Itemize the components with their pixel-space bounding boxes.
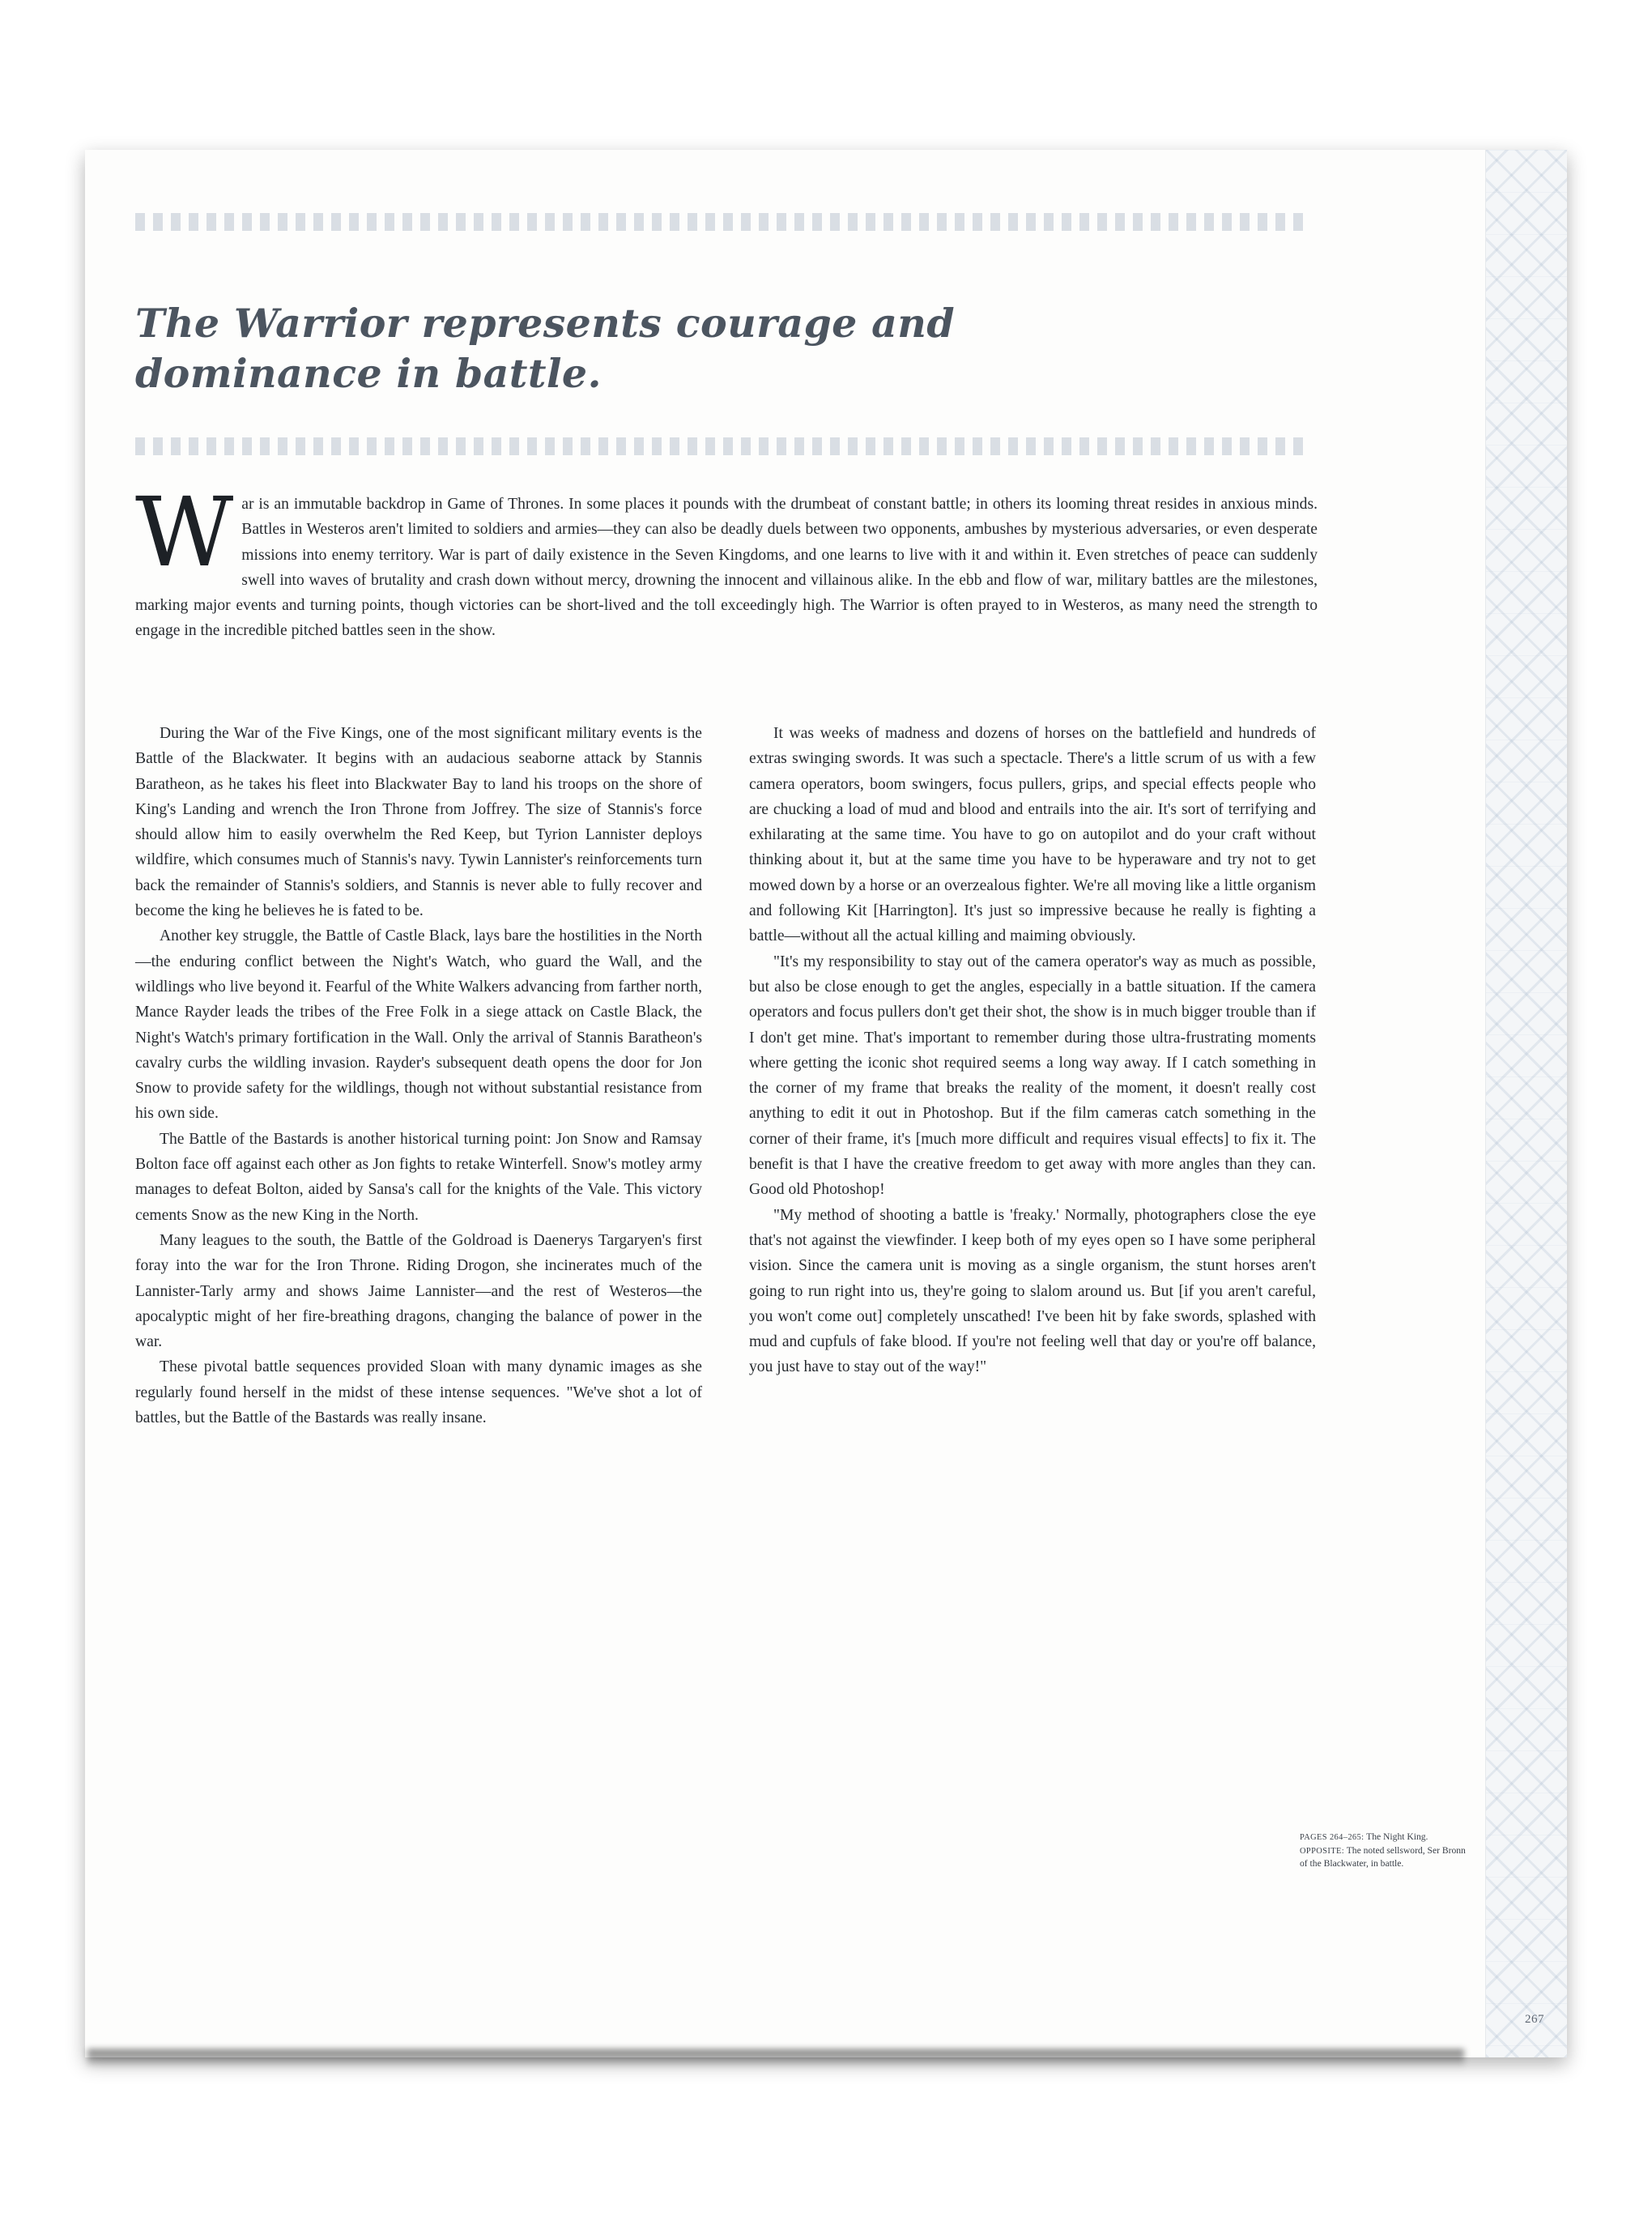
caption-pages-label: PAGES 264–265: [1300, 1833, 1365, 1842]
headline-rule-top [135, 213, 1309, 231]
intro-text: ar is an immutable backdrop in Game of Thrones. In some places it pounds with the drumbeat of constant battle; in others its looming threat resides in anxious minds. Battles in Westeros aren't limited to soldiers and armies—they can also be deadly duels between two opponents, ambushes by mysterious adversaries, or even desperate missions into enemy territory. War is part of daily existence in the Seven Kingdoms, and one learns to live with it and within it. Even stretches of peace can suddenly swell into waves of brutality and crash down without mercy, drowning the innocent and villainous alike. In the ebb and flow of war, military battles are the milestones, marking major events and turning points, though victories can be short-lived and the toll exceedingly high. The Warrior is often prayed to in Westeros, as many need the strength to engage in the incredible pitched battles seen in the show. [135, 496, 1318, 640]
page-number: 267 [1525, 2013, 1544, 2026]
paragraph: The Battle of the Bastards is another historical turning point: Jon Snow and Ramsay Bolton face off against each other as Jon fights to retake Winterfell. Snow's motley army manages to defeat Bolton, aided by Sansa's call for the knights of the Vale. This victory cements Snow as the new King in the North. [135, 1130, 702, 1224]
page-edge-shadow [87, 2049, 1464, 2067]
caption-opposite-text: The noted sellsword, Ser Bronn of the Blackwater, in battle. [1300, 1844, 1466, 1869]
column-left [135, 721, 702, 1430]
headline-rule-bottom [135, 437, 1309, 455]
intro-paragraph [135, 476, 1318, 644]
photo-caption [1300, 1831, 1474, 1870]
book-page [85, 150, 1567, 2057]
decorative-margin-pattern [1485, 150, 1567, 2057]
caption-opposite-label: OPPOSITE: [1300, 1846, 1344, 1856]
paragraph: "It's my responsibility to stay out of the camera operator's way as much as possible, but also be close enough to get the angles, especially in a battle situation. If the camera operators and focus pullers don't get their shot, the show is in much bigger trouble than if I don't get mine. That's important to remember during those ultra-frustrating moments where getting the iconic shot required seems a long way away. If I catch something in the corner of my frame that breaks the reality of the moment, it doesn't really cost anything to edit it out in Photoshop. But if the film cameras catch something in the corner of their frame, it's [much more difficult and requires visual effects] to fix it. The benefit is that I have the creative freedom to get away with more angles than they can. Good old Photoshop! [749, 953, 1316, 1199]
paragraph: These pivotal battle sequences provided Sloan with many dynamic images as she regularly found herself in the midst of these intense sequences. "We've shot a lot of battles, but the Battle of the Bastards was really insane. [135, 1358, 702, 1427]
column-right [749, 721, 1316, 1380]
paragraph: During the War of the Five Kings, one of the most significant military events is the Battle of the Blackwater. It begins with an audacious seaborne attack by Stannis Baratheon, as he takes his fleet into Blackwater Bay to land his troops on the shore of King's Landing and wrench the Iron Throne from Joffrey. The size of Stannis's force should allow him to easily overwhelm the Red Keep, but Tyrion Lannister deploys wildfire, which consumes much of Stannis's navy. Tywin Lannister's reinforcements turn back the remainder of Stannis's soldiers, and Stannis is never able to fully recover and become the king he believes he is fated to be. [135, 725, 702, 920]
drop-cap: W [135, 476, 234, 588]
paragraph: Another key struggle, the Battle of Castle Black, lays bare the hostilities in the North—the enduring conflict between the Night's Watch, who guard the Wall, and the wildlings who live beyond it. Fearful of the White Walkers advancing from farther north, Mance Rayder leads the tribes of the Free Folk in a siege attack on Castle Black, the Night's Watch's primary fortification in the Wall. Only the arrival of Stannis Baratheon's cavalry curbs the wildling invasion. Rayder's subsequent death opens the door for Jon Snow to provide safety for the wildlings, though not without substantial resistance from his own side. [135, 927, 702, 1123]
caption-pages-text: The Night King. [1366, 1831, 1428, 1842]
paragraph: "My method of shooting a battle is 'freaky.' Normally, photographers close the eye that's not against the viewfinder. I keep both of my eyes open so I have some peripheral vision. Since the camera unit is moving as a single organism, the stunt horses aren't going to run right into us, they're going to slalom around us. But [if you aren't careful, you won't come out] completely unscathed! I've been hit by fake swords, splashed with mud and cupfuls of fake blood. If you're not feeling well that day or you're off balance, you just have to stay out of the way!" [749, 1206, 1316, 1376]
paragraph: It was weeks of madness and dozens of horses on the battlefield and hundreds of extras swinging swords. It was such a spectacle. There's a little scrum of us with a few camera operators, boom swingers, focus pullers, grips, and special effects people who are chucking a load of mud and blood and entrails into the air. It's sort of terrifying and exhilarating at the same time. You have to go on autopilot and do your craft without thinking about it, but at the same time you have to be hyperaware and try not to get mowed down by a horse or an overzealous fighter. We're all moving like a little organism and following Kit [Harrington]. It's just so impressive because he really is fighting a battle—without all the actual killing and maiming obviously. [749, 725, 1316, 945]
page-headline: The Warrior represents courage and dominance in battle. [135, 299, 955, 397]
paragraph: Many leagues to the south, the Battle of the Goldroad is Daenerys Targaryen's first foray into the war for the Iron Throne. Riding Drogon, she incinerates much of the Lannister-Tarly army and shows Jaime Lannister—and the rest of Westeros—the apocalyptic might of her fire-breathing dragons, changing the balance of power in the war. [135, 1231, 702, 1351]
